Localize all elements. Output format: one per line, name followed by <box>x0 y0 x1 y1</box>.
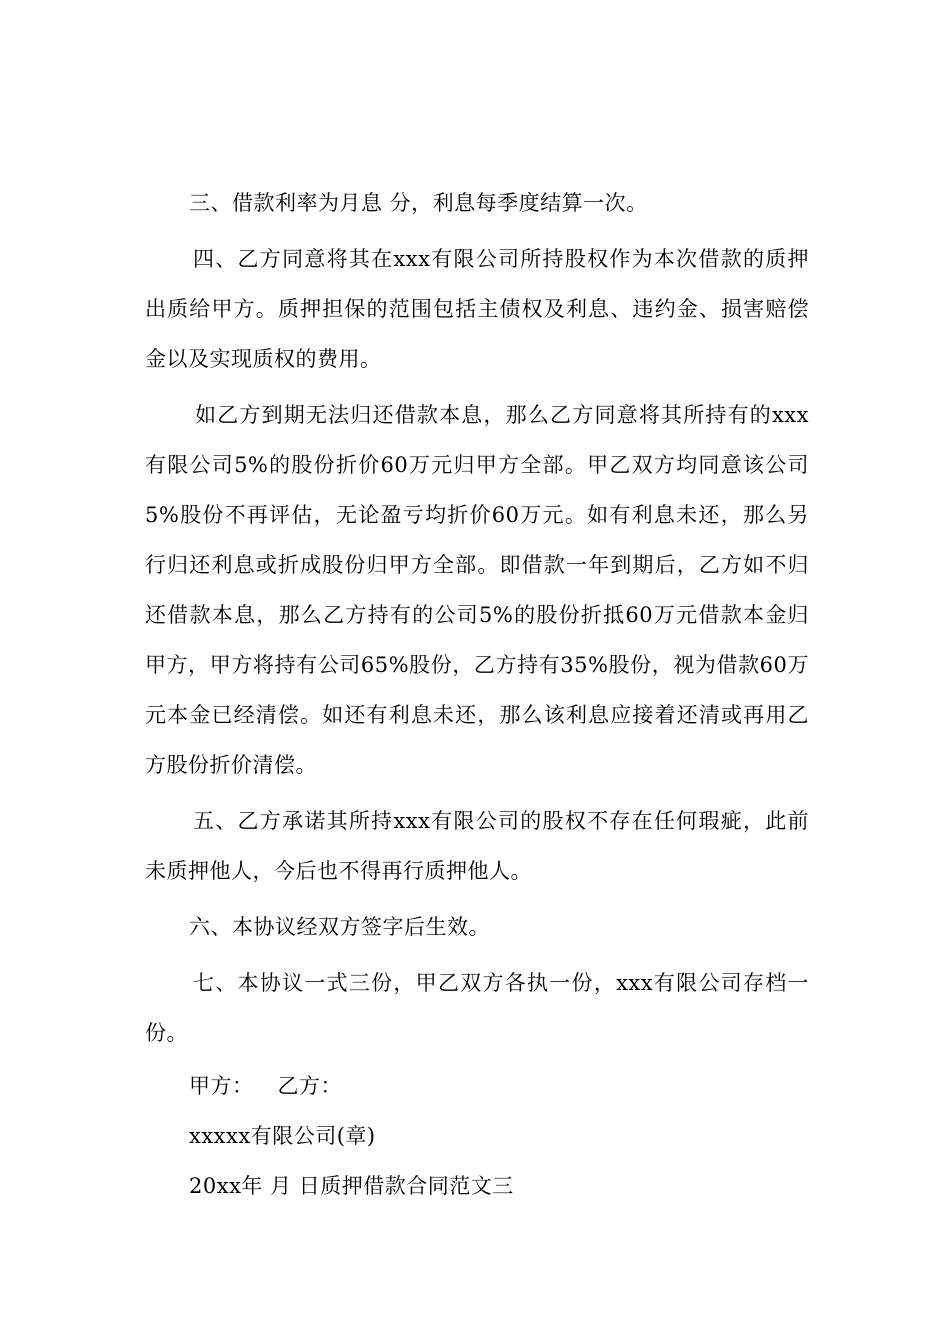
party-b-label: 乙方： <box>277 1074 342 1098</box>
party-a-label: 甲方： <box>189 1074 254 1098</box>
company-seal-line: xxxxx有限公司(章) <box>189 1124 376 1148</box>
signature-parties <box>145 1064 809 1108</box>
clause-copies: 七、本协议一式三份，甲乙双方各执一份，xxx有限公司存档一份。 <box>145 971 809 1045</box>
clause-effective: 六、本协议经双方签字后生效。 <box>189 915 490 939</box>
date-line: 20xx年 月 日质押借款合同范文三 <box>189 1174 514 1198</box>
clause-pledge: 四、乙方同意将其在xxx有限公司所持股权作为本次借款的质押出质给甲方。质押担保的范围包括主债权及利息、违约金、损害赔偿金以及实现质权的费用。 <box>145 247 809 371</box>
clause-default-terms: 如乙方到期无法归还借款本息，那么乙方同意将其所持有的xxx有限公司5%的股份折价60万元归甲方全部。甲乙双方均同意该公司5%股份不再评估，无论盈亏均折价60万元。如有利息未还，那么另行归还利息或折成股份归甲方全部。即借款一年到期后，乙方如不归还借款本息，那么乙方持有的公司5%的股份折抵60万元借款本金归甲方，甲方将持有公司65%股份，乙方持有35%股份，视为借款60万元本金已经清偿。如还有利息未还，那么该利息应接着还清或再用乙方股份折价清偿。 <box>145 403 809 777</box>
contract-body <box>145 178 809 1214</box>
clause-interest-rate: 三、借款利率为月息 分，利息每季度结算一次。 <box>189 191 648 215</box>
clause-warranty: 五、乙方承诺其所持xxx有限公司的股权不存在任何瑕疵，此前未质押他人，今后也不得再行质押他人。 <box>145 809 809 883</box>
